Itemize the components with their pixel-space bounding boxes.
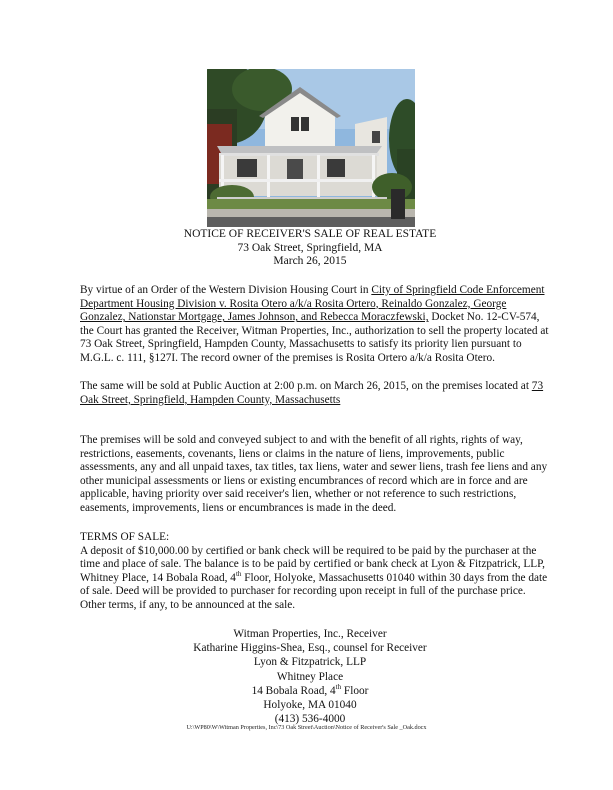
court-order-paragraph <box>80 284 550 366</box>
signature-block <box>80 627 540 726</box>
court-order-rest: Docket No. 12-CV-574, the Court has granted the Receiver, Witman Properties, Inc., authorization to sell the property located at 73 Oak Street, Springfield, Hampden County, Massachusetts to satisfy its priority lien pursuant to M.G.L. c. 111, §127I. The record owner of the premises is Rosita Ortero a/k/a Rosita Otero. <box>80 311 549 364</box>
terms-heading: TERMS OF SALE: <box>80 531 170 543</box>
notice-title: NOTICE OF RECEIVER'S SALE OF REAL ESTATE <box>183 228 437 240</box>
sig-receiver: Witman Properties, Inc., Receiver <box>233 628 387 640</box>
notice-date: March 26, 2015 <box>273 255 347 268</box>
property-address: 73 Oak Street, Springfield, MA <box>237 241 383 254</box>
notice-heading <box>80 228 540 269</box>
sig-street <box>80 684 540 698</box>
terms-of-sale <box>80 531 550 613</box>
sig-place: Whitney Place <box>276 670 344 683</box>
sig-counsel: Katharine Higgins-Shea, Esq., counsel for Receiver <box>193 642 427 655</box>
sig-street-ordinal: th <box>335 683 342 692</box>
auction-location: 73 Oak Street, Springfield, Hampden County, Massachusetts <box>80 380 544 406</box>
sig-street-b: Floor <box>341 684 369 697</box>
terms-part1: A deposit of $10,000.00 by certified or bank check will be required to be paid by the purchaser at the time and place of sale. The balance is to be paid by certified or bank check at Lyon & Fitzpatrick, LLP, Whitney Place, 14 Bobala Road, 4 <box>80 544 546 584</box>
sig-phone: (413) 536-4000 <box>274 713 346 726</box>
conditions-paragraph: The premises will be sold and conveyed subject to and with the benefit of all rights, rights of way, restrictions, easements, covenants, liens or claims in the nature of liens, improvements, public assessments, any and all unpaid taxes, tax titles, tax liens, water and sewer liens, trash fee liens and any other municipal assessments or liens or existing encumbrances of record which are in force and are applicable, having priority over said receiver's lien, whether or not reference to such restrictions, easements, improvements, liens or encumbrances is made in the deed. <box>80 434 548 514</box>
sig-street-a: 14 Bobala Road, 4 <box>251 684 336 697</box>
terms-body <box>80 545 550 613</box>
case-title: City of Springfield Code Enforcement Department Housing Division v. Rosita Otero a/k/a Rosita Ortero, Reinaldo Gonzalez, George Gonzalez, Nationstar Mortgage, James Johnson, and Rebecca Moraczfewski, <box>80 284 545 324</box>
auction-paragraph <box>80 380 550 407</box>
sig-firm: Lyon & Fitzpatrick, LLP <box>253 656 367 669</box>
auction-text: The same will be sold at Public Auction at 2:00 p.m. on March 26, 2015, on the premises located at <box>80 380 532 392</box>
terms-ordinal: th <box>235 570 242 579</box>
house-photo <box>207 69 415 227</box>
terms-part2: Floor, Holyoke, Massachusetts 01040 within 30 days from the date of sale. Deed will be provided to purchaser for recording upon receipt in full of the purchase price. Other terms, if any, to be announced at the sale. <box>80 571 548 611</box>
sig-city: Holyoke, MA 01040 <box>263 699 357 712</box>
court-order-intro: By virtue of an Order of the Western Division Housing Court in <box>80 284 372 296</box>
file-path-footer: U:\WP80\W\Witman Properties, Inc\73 Oak Street\Auction\Notice of Receiver's Sale _Oak.docx <box>186 724 427 731</box>
